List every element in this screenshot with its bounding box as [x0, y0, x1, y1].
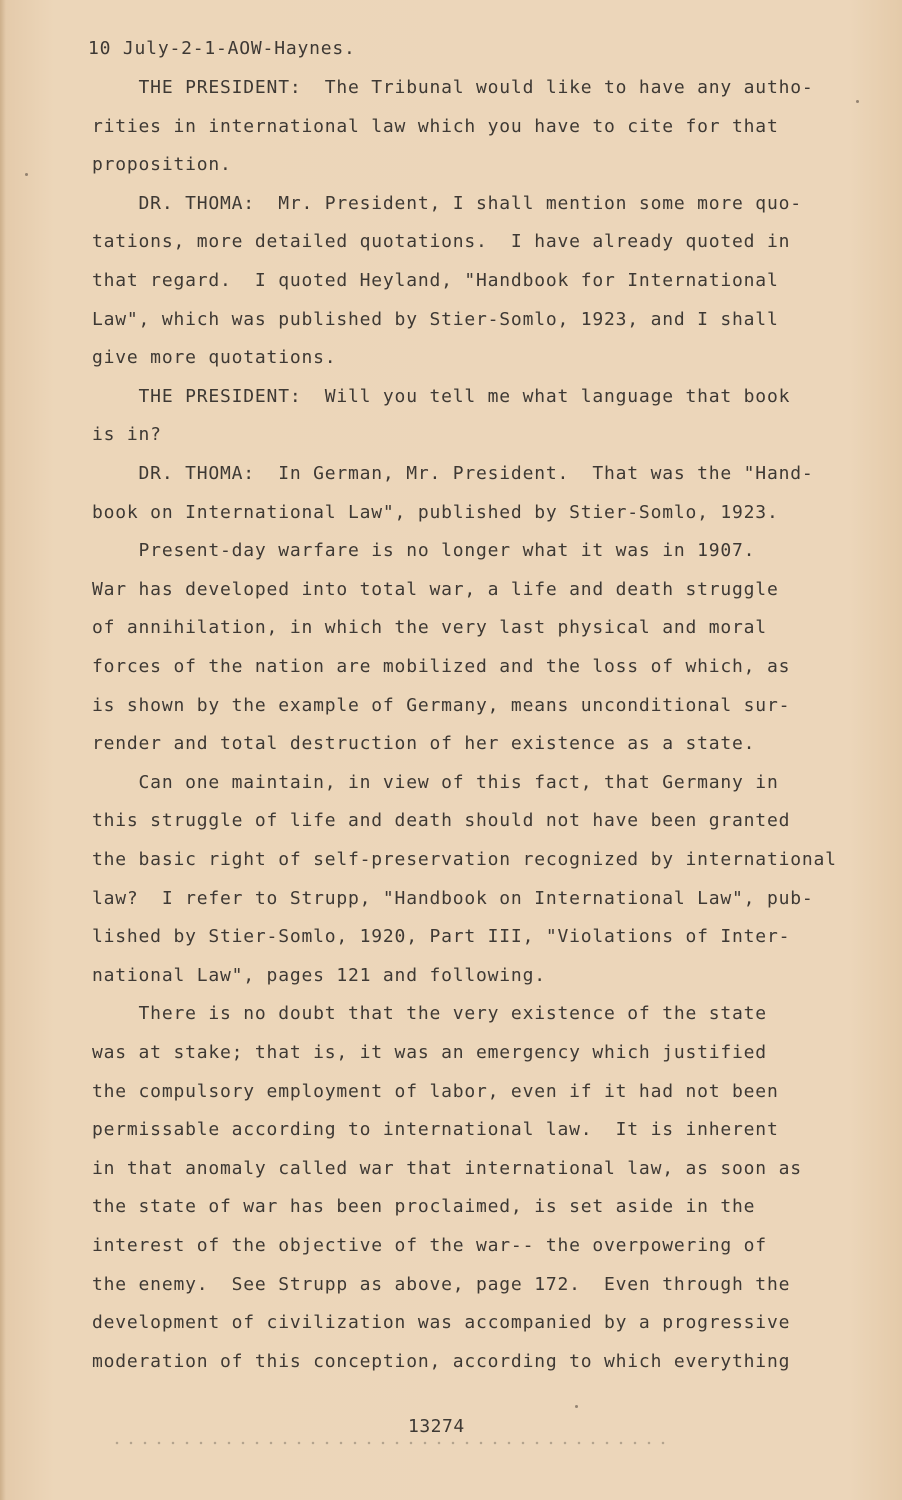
paper-edge [0, 0, 6, 1500]
text-line: forces of the nation are mobilized and the loss of which, as [92, 656, 791, 677]
text-line: DR. THOMA: In German, Mr. President. That was the "Hand- [92, 463, 814, 484]
text-line: tations, more detailed quotations. I have already quoted in [92, 231, 791, 253]
page-number: 13274 [408, 1416, 465, 1437]
text-line: this struggle of life and death should not have been granted [92, 810, 791, 832]
text-line: in that anomaly called war that international law, as soon as [92, 1157, 802, 1179]
text-line: moderation of this conception, according to which everything [92, 1350, 791, 1372]
paper-speck [25, 173, 28, 176]
text-line: interest of the objective of the war-- the overpowering of [92, 1235, 767, 1256]
paper-speck [575, 1405, 578, 1408]
text-line: DR. THOMA: Mr. President, I shall mention some more quo- [92, 192, 802, 214]
text-line: rities in international law which you have to cite for that [92, 115, 779, 137]
text-line: the compulsory employment of labor, even if it had not been [92, 1080, 779, 1102]
text-line: the enemy. See Strupp as above, page 172. Even through the [92, 1273, 791, 1295]
text-line: proposition. [92, 154, 232, 176]
text-line: Can one maintain, in view of this fact, that Germany in [92, 771, 779, 793]
text-line: lished by Stier-Somlo, 1920, Part III, "Violations of Inter- [92, 926, 791, 948]
text-line: is in? [92, 424, 162, 446]
text-line: law? I refer to Strupp, "Handbook on International Law", pub- [92, 887, 814, 909]
text-line: the basic right of self-preservation recognized by international [92, 849, 837, 870]
text-line: that regard. I quoted Heyland, "Handbook for International [92, 270, 779, 291]
text-line: render and total destruction of her existence as a state. [92, 733, 756, 755]
text-line: There is no doubt that the very existence of the state [92, 1003, 767, 1025]
text-line: is shown by the example of Germany, means unconditional sur- [92, 694, 791, 716]
text-line: of annihilation, in which the very last physical and moral [92, 617, 767, 639]
text-line: Present-day warfare is no longer what it was in 1907. [92, 540, 756, 562]
text-line: development of civilization was accompanied by a progressive [92, 1312, 791, 1334]
text-line: THE PRESIDENT: The Tribunal would like to have any autho- [92, 77, 814, 98]
text-line: the state of war has been proclaimed, is set aside in the [92, 1196, 756, 1218]
text-line: national Law", pages 121 and following. [92, 964, 546, 986]
text-line: give more quotations. [92, 347, 337, 369]
text-line: was at stake; that is, it was an emergency which justified [92, 1042, 767, 1063]
paper-speck [856, 100, 859, 103]
footer-dot-leader [110, 1440, 670, 1446]
text-line: book on International Law", published by Stier-Somlo, 1923. [92, 501, 779, 523]
document-header: 10 July-2-1-AOW-Haynes. [88, 38, 356, 59]
text-line: THE PRESIDENT: Will you tell me what language that book [92, 385, 791, 407]
text-line: Law", which was published by Stier-Somlo, 1923, and I shall [92, 308, 779, 330]
text-line: War has developed into total war, a life and death struggle [92, 578, 779, 600]
text-line: permissable according to international law. It is inherent [92, 1119, 779, 1141]
